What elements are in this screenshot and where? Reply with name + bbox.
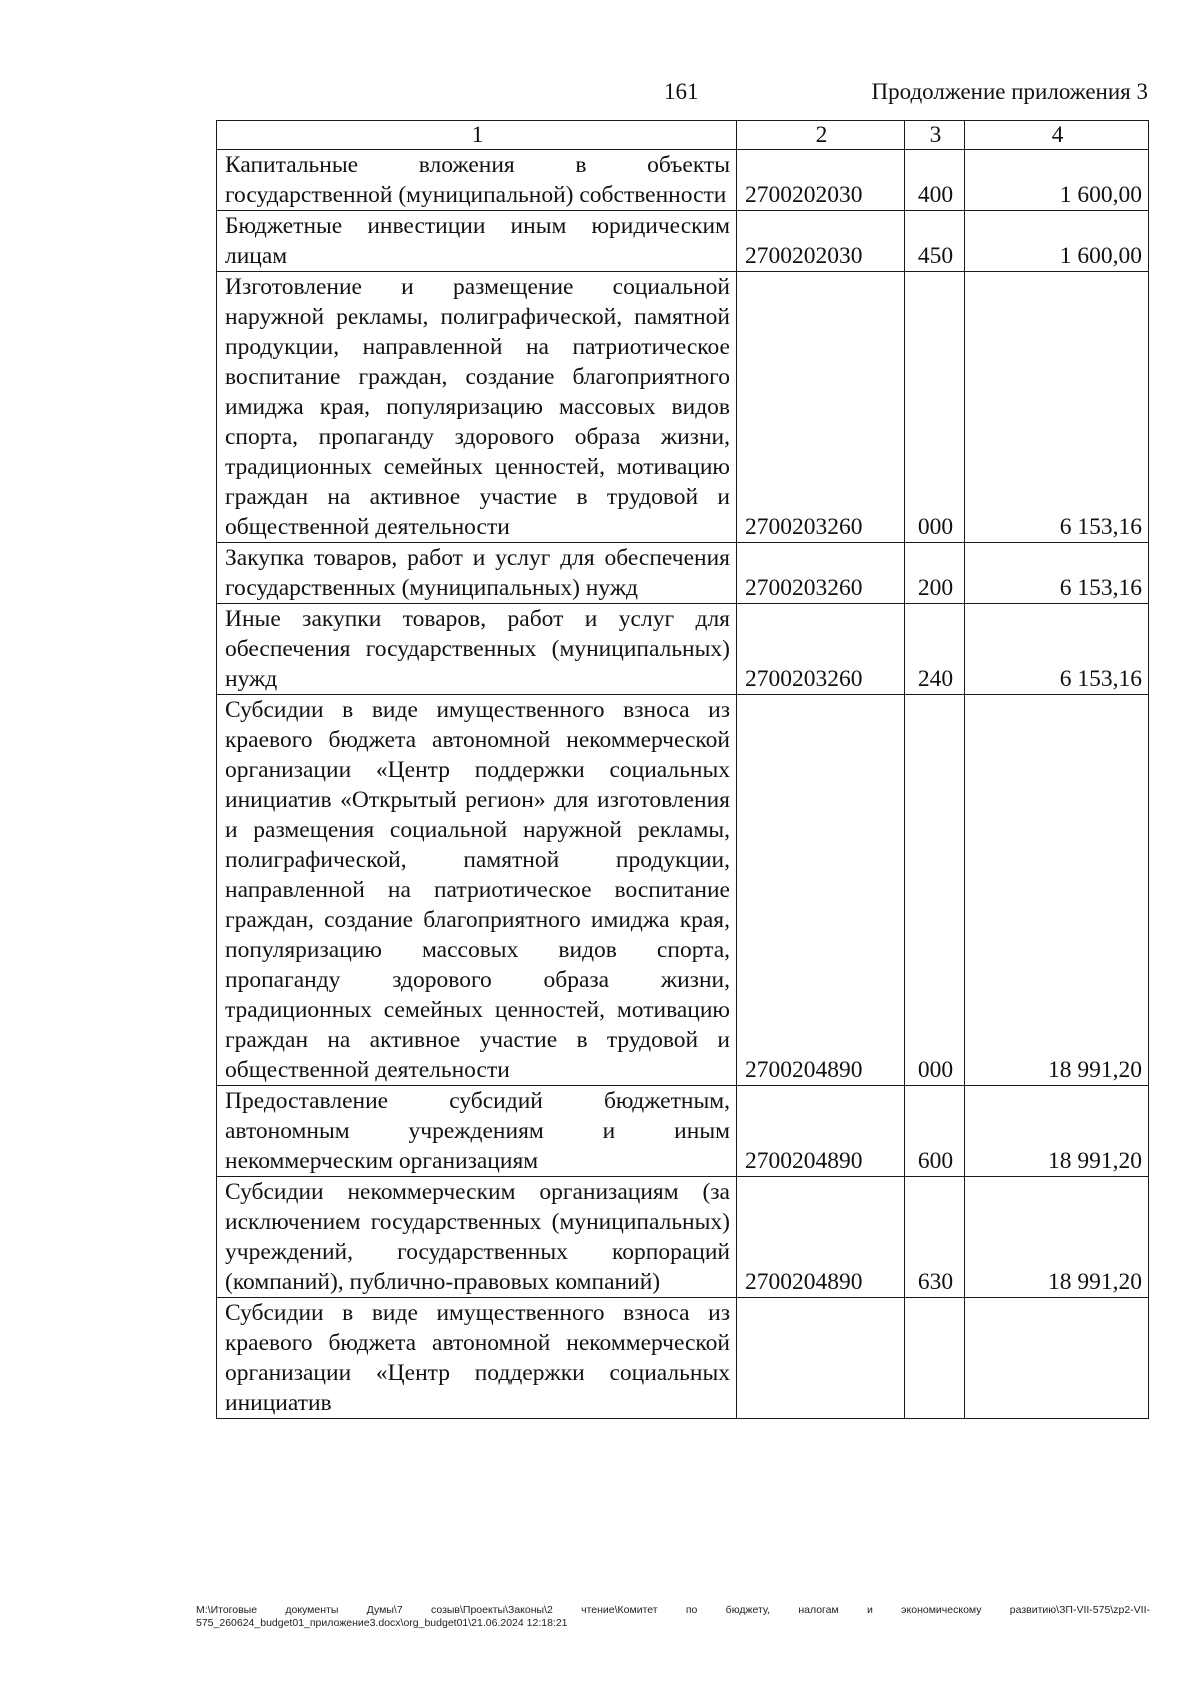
row-description: Предоставление субсидий бюджетным, автономным учреждениям и иным некоммерческим организациям: [217, 1086, 737, 1177]
row-expense-type: 000: [905, 695, 965, 1086]
row-amount: 18 991,20: [965, 1177, 1149, 1298]
row-description: Субсидии некоммерческим организациям (за исключением государственных (муниципальных) учреждений, государственных корпораций (компаний), публично-правовых компаний): [217, 1177, 737, 1298]
budget-table: [216, 120, 1149, 1419]
page-number: 161: [664, 79, 699, 104]
row-code: 2700204890: [737, 1086, 905, 1177]
column-header: 2: [737, 121, 905, 150]
table-row: [217, 211, 1149, 272]
file-path-footer: M:\Итоговые документы Думы\7 созыв\Проекты\Законы\2 чтение\Комитет по бюджету, налогам и экономическому развитию\ЗП-VII-575\zp2-VII-575_260624_budget01_приложение3.docx\org_budget01\21.06.2024 12:18:21: [196, 1604, 1150, 1629]
table-row: [217, 272, 1149, 543]
row-amount: 6 153,16: [965, 272, 1149, 543]
row-description: Субсидии в виде имущественного взноса из краевого бюджета автономной некоммерческой организации «Центр поддержки социальных инициатив: [217, 1298, 737, 1419]
continuation-title: Продолжение приложения 3: [871, 79, 1148, 104]
table-row: [217, 1086, 1149, 1177]
row-expense-type: 200: [905, 543, 965, 604]
table-row: [217, 150, 1149, 211]
table-row: [217, 1298, 1149, 1419]
row-amount: 1 600,00: [965, 150, 1149, 211]
table-row: [217, 543, 1149, 604]
table-row: [217, 1177, 1149, 1298]
row-description: Капитальные вложения в объекты государственной (муниципальной) собственности: [217, 150, 737, 211]
table-header-row: [217, 121, 1149, 150]
row-code: 2700203260: [737, 604, 905, 695]
row-amount: [965, 1298, 1149, 1419]
column-header: 1: [217, 121, 737, 150]
row-amount: 18 991,20: [965, 695, 1149, 1086]
row-description: Бюджетные инвестиции иным юридическим лицам: [217, 211, 737, 272]
row-code: 2700204890: [737, 1177, 905, 1298]
row-amount: 6 153,16: [965, 543, 1149, 604]
table-row: [217, 604, 1149, 695]
row-code: [737, 1298, 905, 1419]
row-code: 2700202030: [737, 211, 905, 272]
row-amount: 1 600,00: [965, 211, 1149, 272]
row-code: 2700202030: [737, 150, 905, 211]
row-description: Закупка товаров, работ и услуг для обеспечения государственных (муниципальных) нужд: [217, 543, 737, 604]
row-expense-type: [905, 1298, 965, 1419]
row-description: Субсидии в виде имущественного взноса из краевого бюджета автономной некоммерческой организации «Центр поддержки социальных инициатив «Открытый регион» для изготовления и размещения социальной наружной рекламы, полиграфической, памятной продукции, направленной на патриотическое воспитание граждан, создание благоприятного имиджа края, популяризацию массовых видов спорта, пропаганду здорового образа жизни, традиционных семейных ценностей, мотивацию граждан на активное участие в трудовой и общественной деятельности: [217, 695, 737, 1086]
row-description: Иные закупки товаров, работ и услуг для обеспечения государственных (муниципальных) нужд: [217, 604, 737, 695]
row-description: Изготовление и размещение социальной наружной рекламы, полиграфической, памятной продукции, направленной на патриотическое воспитание граждан, создание благоприятного имиджа края, популяризацию массовых видов спорта, пропаганду здорового образа жизни, традиционных семейных ценностей, мотивацию граждан на активное участие в трудовой и общественной деятельности: [217, 272, 737, 543]
row-amount: 18 991,20: [965, 1086, 1149, 1177]
column-header: 4: [965, 121, 1149, 150]
row-expense-type: 240: [905, 604, 965, 695]
row-code: 2700204890: [737, 695, 905, 1086]
row-amount: 6 153,16: [965, 604, 1149, 695]
row-code: 2700203260: [737, 272, 905, 543]
row-expense-type: 400: [905, 150, 965, 211]
row-expense-type: 630: [905, 1177, 965, 1298]
column-header: 3: [905, 121, 965, 150]
table-row: [217, 695, 1149, 1086]
row-expense-type: 450: [905, 211, 965, 272]
row-code: 2700203260: [737, 543, 905, 604]
row-expense-type: 600: [905, 1086, 965, 1177]
row-expense-type: 000: [905, 272, 965, 543]
